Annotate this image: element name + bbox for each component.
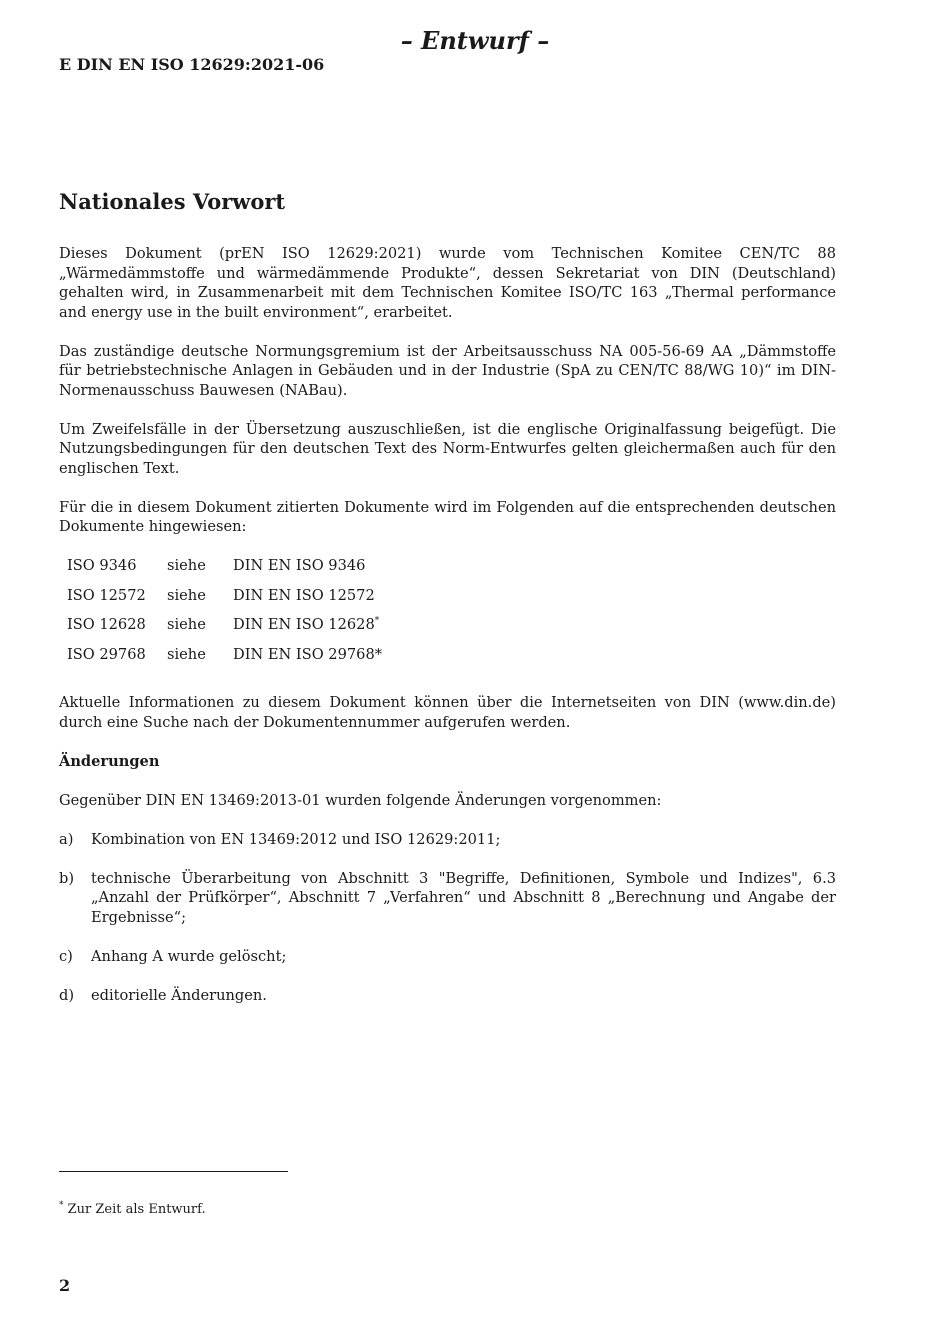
reference-link-word: siehe xyxy=(167,557,206,574)
list-item xyxy=(59,947,836,967)
din-reference xyxy=(233,556,382,586)
table-row xyxy=(59,556,382,586)
paragraph-translation: Um Zweifelsfälle in der Übersetzung auszuschließen, ist die englische Originalfassung beigefügt. Die Nutzungsbedingungen für den deutschen Text des Norm-Entwurfes gelten gleichermaßen auch für den englischen Text. xyxy=(59,420,836,477)
din-reference-text: DIN EN ISO 29768* xyxy=(233,645,383,663)
reference-link-word: siehe xyxy=(167,616,206,633)
footnote-mark: * xyxy=(374,616,380,627)
document-identifier: E DIN EN ISO 12629:2021-06 xyxy=(59,55,325,74)
paragraph-references-intro: Für die in diesem Dokument zitierten Dokumente wird im Folgenden auf die entsprechenden deutschen Dokumente hingewiesen: xyxy=(59,498,836,535)
list-marker: a) xyxy=(59,830,74,848)
din-reference-text: DIN EN ISO 9346 xyxy=(233,557,366,574)
list-marker: b) xyxy=(59,869,75,887)
list-marker: c) xyxy=(59,947,73,965)
page-number: 2 xyxy=(59,1276,71,1295)
section-title: Nationales Vorwort xyxy=(59,189,286,214)
paragraph-info: Aktuelle Informationen zu diesem Dokument können über die Internetseiten von DIN (www.din.de) durch eine Suche nach der Dokumentennummer aufgerufen werden. xyxy=(59,694,836,731)
list-item xyxy=(59,830,836,850)
iso-reference: ISO 9346 xyxy=(67,557,137,574)
list-item-text: Kombination von EN 13469:2012 und ISO 12629:2011; xyxy=(91,830,501,848)
table-row xyxy=(59,645,382,675)
list-item-text: editorielle Änderungen. xyxy=(91,986,267,1004)
din-reference xyxy=(233,586,382,616)
din-reference-text: DIN EN ISO 12572 xyxy=(233,586,375,604)
footnote-divider xyxy=(59,1171,288,1172)
draft-watermark-title: – Entwurf – xyxy=(400,26,550,55)
table-row xyxy=(59,586,382,616)
paragraph-working-group: Das zuständige deutsche Normungsgremium ist der Arbeitsausschuss NA 005-56-69 AA „Dämmstoffe für betriebstechnische Anlagen in Gebäuden und in der Industrie (SpA zu CEN/TC 88/WG 10)“ im DIN-Normenausschuss Bauwesen (NABau). xyxy=(59,342,836,399)
table-row xyxy=(59,615,382,645)
din-reference xyxy=(233,645,382,675)
reference-link-word: siehe xyxy=(167,586,206,604)
list-item xyxy=(59,986,836,1006)
reference-table xyxy=(59,556,382,674)
list-item-text: technische Überarbeitung von Abschnitt 3 "Begriffe, Definitionen, Symbole und Indizes", 6.3 „Anzahl der Prüfkörper“, Abschnitt 7 „Verfahren“ und Abschnitt 8 „Berechnung und Angabe der Ergebnisse“; xyxy=(91,869,836,926)
iso-reference: ISO 12572 xyxy=(67,586,146,604)
footnote-mark: * xyxy=(59,1200,64,1211)
changes-heading: Änderungen xyxy=(59,752,160,770)
footnote xyxy=(59,1201,206,1219)
din-reference-text: DIN EN ISO 12628 xyxy=(233,616,375,633)
list-item-text: Anhang A wurde gelöscht; xyxy=(91,947,287,965)
iso-reference: ISO 29768 xyxy=(67,645,146,663)
reference-link-word: siehe xyxy=(167,645,206,663)
footnote-text: Zur Zeit als Entwurf. xyxy=(63,1202,206,1217)
changes-intro: Gegenüber DIN EN 13469:2013-01 wurden folgende Änderungen vorgenommen: xyxy=(59,791,662,809)
paragraph-committee: Dieses Dokument (prEN ISO 12629:2021) wurde vom Technischen Komitee CEN/TC 88 „Wärmedämmstoffe und wärmedämmende Produkte“, dessen Sekretariat von DIN (Deutschland) gehalten wird, in Zusammenarbeit mit dem Technischen Komitee ISO/TC 163 „Thermal performance and energy use in the built environment“, erarbeitet. xyxy=(59,245,836,321)
din-reference xyxy=(233,615,382,645)
list-marker: d) xyxy=(59,986,75,1004)
changes-list xyxy=(59,830,836,1006)
iso-reference: ISO 12628 xyxy=(67,616,146,633)
list-item xyxy=(59,869,836,928)
main-content xyxy=(59,186,836,1025)
